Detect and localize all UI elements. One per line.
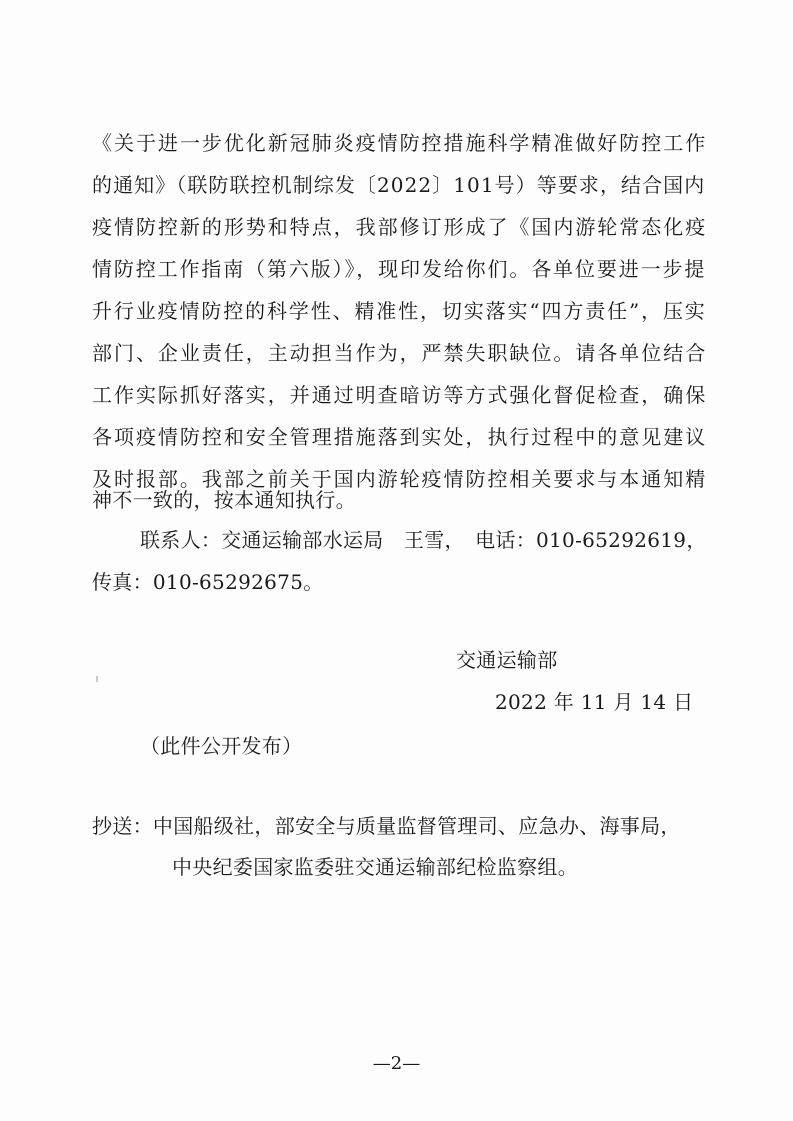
body-line: 升行业疫情防控的科学性、精准性，切实落实“四方责任”，压实 <box>92 299 707 323</box>
publication-note: （此件公开发布） <box>140 734 303 758</box>
fax-line: 传真：010-65292675。 <box>92 570 324 594</box>
contact-line: 联系人：交通运输部水运局 王雪， 电话：010-65292619， <box>140 528 707 552</box>
body-line: 各项疫情防控和安全管理措施落到实处，执行过程中的意见建议 <box>92 425 708 449</box>
signature-organization: 交通运输部 <box>456 648 558 672</box>
body-line: 情防控工作指南（第六版）》，现印发给你们。各单位要进一步提 <box>92 257 707 281</box>
signature-date: 2022 年 11 月 14 日 <box>495 690 694 714</box>
body-line: 神不一致的，按本通知执行。 <box>92 488 356 512</box>
body-line: 的通知》（联防联控机制综发〔2022〕101号）等要求，结合国内 <box>92 173 706 197</box>
scan-speck <box>96 676 98 682</box>
cc-line: 抄送：中国船级社，部安全与质量监督管理司、应急办、海事局， <box>92 814 681 838</box>
body-line: 疫情防控新的形势和特点，我部修订形成了《国内游轮常态化疫 <box>92 215 708 239</box>
cc-line-continued: 中央纪委国家监委驻交通运输部纪检监察组。 <box>172 855 578 879</box>
body-line: 工作实际抓好落实，并通过明查暗访等方式强化督促检查，确保 <box>92 383 708 407</box>
page-number: —2— <box>372 1053 421 1074</box>
body-line: 部门、企业责任，主动担当作为，严禁失职缺位。请各单位结合 <box>92 341 708 365</box>
body-line: 《关于进一步优化新冠肺炎疫情防控措施科学精准做好防控工作 <box>92 131 708 155</box>
body-line: 及时报部。我部之前关于国内游轮疫情防控相关要求与本通知精 <box>92 467 708 491</box>
